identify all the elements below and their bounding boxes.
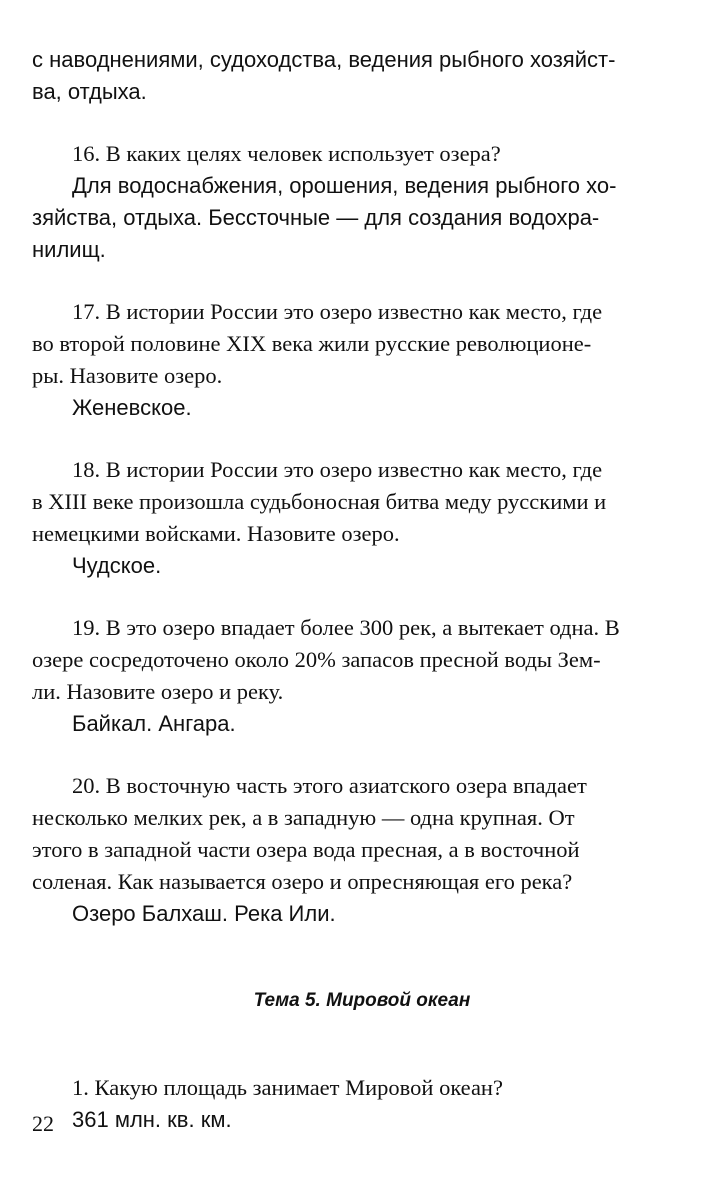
answer-18 [32, 550, 692, 582]
text-line: Чудское. [72, 553, 162, 578]
text-line: с наводнениями, судоходства, ведения рыбного хозяйст- [32, 47, 616, 72]
text-line: в XIII веке произошла судьбоносная битва меду русскими и [32, 489, 607, 514]
text-line: Байкал. Ангара. [72, 711, 236, 736]
text-line: зяйства, отдыха. Бессточные — для создания водохра- [32, 205, 600, 230]
question-1 [32, 1072, 692, 1104]
text-line: Для водоснабжения, орошения, ведения рыбного хо- [72, 173, 617, 198]
text-line: 361 млн. кв. км. [72, 1107, 232, 1132]
intro-paragraph [32, 44, 692, 108]
question-16 [32, 138, 692, 170]
text-line: нилищ. [32, 237, 106, 262]
text-line: ли. Назовите озеро и реку. [32, 679, 284, 704]
text-line: озере сосредоточено около 20% запасов пресной воды Зем- [32, 647, 601, 672]
answer-1 [32, 1104, 692, 1136]
text-line: 1. Какую площадь занимает Мировой океан? [72, 1075, 503, 1100]
text-line: соленая. Как называется озеро и опресняющая его река? [32, 869, 573, 894]
text-line: несколько мелких рек, а в западную — одна крупная. От [32, 805, 575, 830]
text-line: ва, отдыха. [32, 79, 147, 104]
text-line: Женевское. [72, 395, 192, 420]
answer-17 [32, 392, 692, 424]
text-line: ры. Назовите озеро. [32, 363, 223, 388]
question-17 [32, 296, 692, 392]
section-heading: Тема 5. Мировой океан [253, 990, 471, 1011]
text-line: этого в западной части озера вода пресная, а в восточной [32, 837, 580, 862]
answer-16 [32, 170, 692, 266]
page-number: 22 [32, 1111, 54, 1136]
text-line: 17. В истории России это озеро известно как место, где [72, 299, 603, 324]
text-line: 20. В восточную часть этого азиатского озера впадает [72, 773, 587, 798]
text-line: 19. В это озеро впадает более 300 рек, а вытекает одна. В [72, 615, 620, 640]
question-19 [32, 612, 692, 708]
page-content [32, 44, 692, 1136]
text-line: немецкими войсками. Назовите озеро. [32, 521, 400, 546]
text-line: 18. В истории России это озеро известно как место, где [72, 457, 603, 482]
answer-20 [32, 898, 692, 930]
text-line: во второй половине XIX века жили русские революционе- [32, 331, 592, 356]
question-18 [32, 454, 692, 550]
answer-19 [32, 708, 692, 740]
question-20 [32, 770, 692, 898]
text-line: Озеро Балхаш. Река Или. [72, 901, 336, 926]
text-line: 16. В каких целях человек использует озера? [72, 141, 501, 166]
